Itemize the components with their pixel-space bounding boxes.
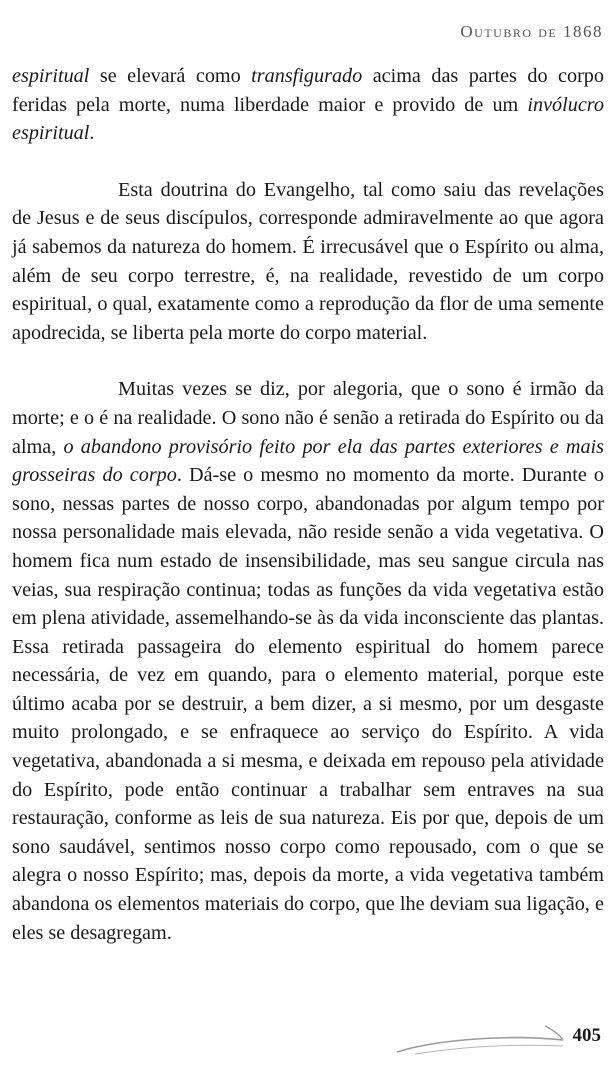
italic-term: espiritual (12, 65, 90, 87)
running-header: Outubro de 1868 (460, 22, 603, 41)
paragraph-1 (12, 62, 604, 148)
paragraph-text: . (89, 122, 95, 145)
paragraph-3 (12, 375, 604, 947)
paragraph-text: Muitas vezes se diz, por alegoria, que o sono é irmão da morte; e o é na realidade. O sono não é senão a retirada do Espírito ou da alma, (12, 378, 604, 458)
italic-term: invólucro espiritual (12, 93, 604, 145)
italic-term: transfigurado (251, 65, 363, 87)
paragraph-text: se elevará como (89, 65, 252, 87)
page-body (12, 62, 604, 947)
paragraph-text: acima das partes do corpo feridas pela morte, numa liberdade maior e provido de um (12, 65, 604, 116)
decorative-swoosh-icon (395, 1020, 565, 1060)
paragraph-text: . Dá-se o mesmo no momento da morte. Durante o sono, nessas partes de nosso corpo, abandonadas por algum tempo por nossa personalidade mais elevada, não reside senão a vida vegetativa. O homem fica num estado de insensibilidade, mas seu sangue circula nas veias, sua respiração continua; todas as funções da vida vegetativa estão em plena atividade, assemelhando-se às da vida inconsciente das plantas. Essa retirada passageira do elemento espiritual do homem parece necessária, de vez em quando, para o elemento material, porque este último acaba por se destruir, a bem dizer, a si mesmo, por um desgaste muito prolongado, e se enfraquece ao serviço do Espírito. A vida vegetativa, abandonada a si mesma, e deixada em repouso pela atividade do Espírito, pode então continuar a trabalhar sem entraves na sua restauração, conforme as leis de sua natureza. Eis por que, depois de um sono saudável, sentimos nosso corpo como repousado, com o que se alegra o nosso Espírito; mas, depois da morte, a vida vegetativa também abandona os elementos materiais do corpo, que lhe deviam sua ligação, e eles se desagregam. (12, 464, 604, 944)
paragraph-text: Esta doutrina do Evangelho, tal como saiu das revelações de Jesus e de seus discípulos, corresponde admiravelmente ao que agora já sabemos da natureza do homem. É irrecusável que o Espírito ou alma, além de seu corpo terrestre, é, na realidade, revestido de um corpo espiritual, o qual, exatamente como a reprodução da flor de uma semente apodrecida, se liberta pela morte do corpo material. (12, 178, 604, 344)
paragraph-2 (12, 176, 604, 348)
italic-phrase: o abandono provisório feito por ela das partes exteriores e mais grosseiras do corpo (12, 435, 604, 487)
page-footer (0, 1010, 611, 1070)
page-number: 405 (572, 1025, 601, 1046)
